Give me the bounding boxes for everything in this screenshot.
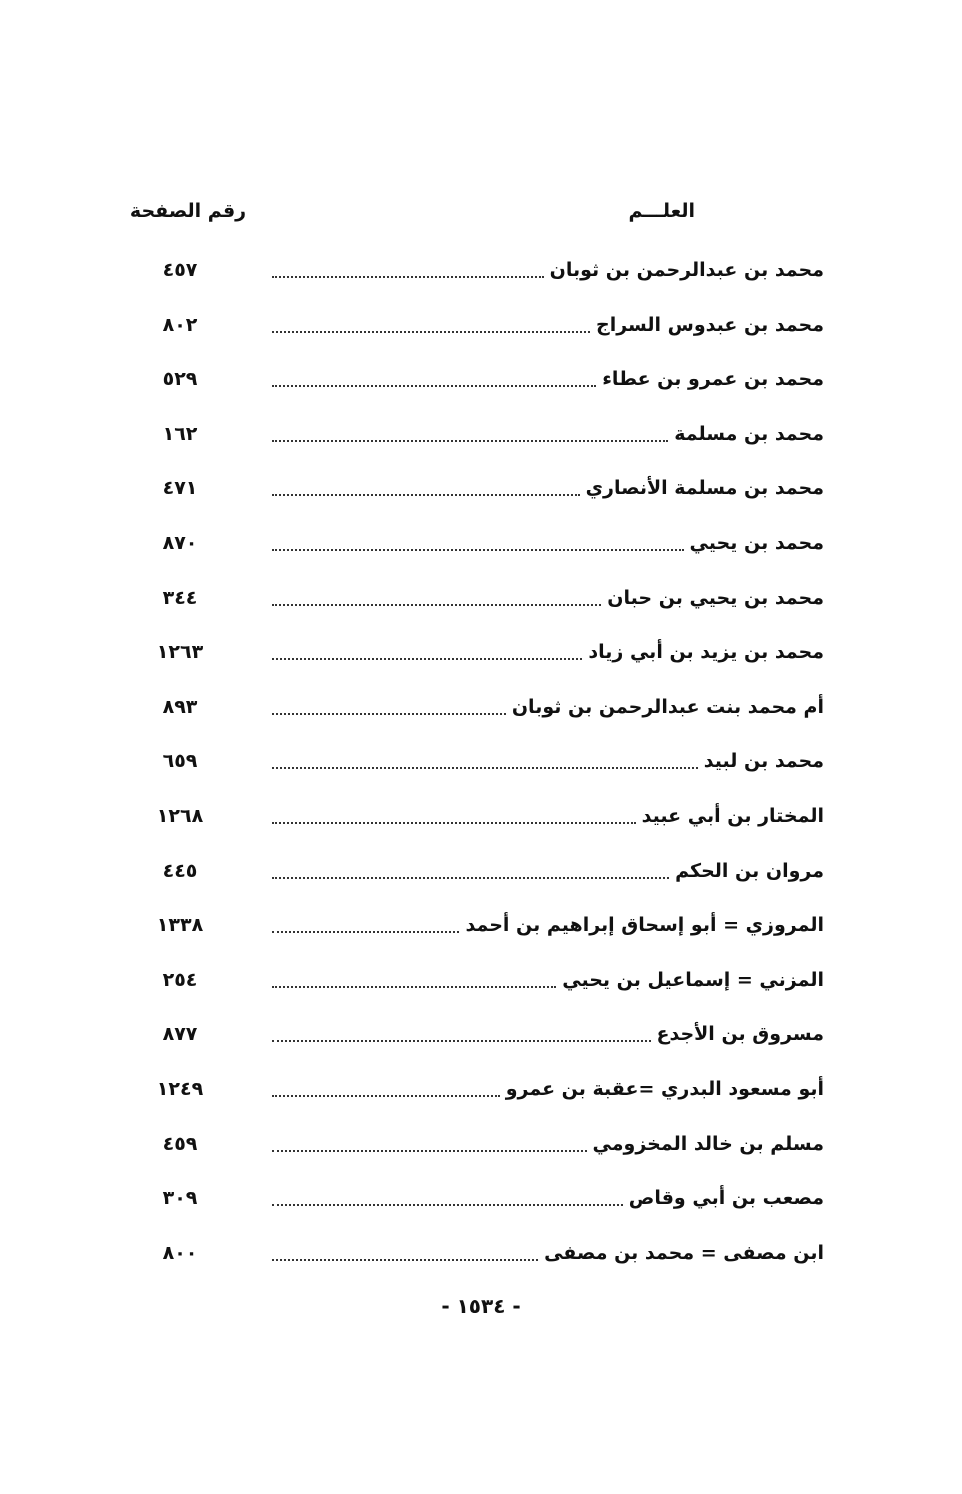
entry-name: محمد بن لبيد [703,750,824,773]
page-column-heading: رقم الصفحة [129,200,247,222]
entry-name: المختار بن أبي عبيد [641,804,824,827]
list-item [0,411,962,466]
entry-name: محمد بن مسلمة الأنصاري [585,477,824,500]
entry-name: مروان بن الحكم [675,859,824,882]
dot-leader [272,604,601,606]
entry-page-number: ١٢٤٩ [156,1077,204,1100]
dot-leader [272,549,684,551]
entry-page-number: ٥٢٩ [162,368,198,391]
list-item [0,575,962,630]
entry-name: المروزي = أبو إسحاق إبراهيم بن أحمد [465,914,824,937]
list-item [0,902,962,957]
entry-page-number: ٨٧٧ [162,1023,198,1046]
entry-name: محمد بن يحيي [689,531,824,554]
entry-page-number: ١٢٦٣ [156,641,204,664]
entry-name: محمد بن يحيي بن حبان [607,586,824,609]
entry-name: محمد بن عبدوس السراج [596,313,824,336]
entry-name: ابن مصفى = محمد بن مصفى [544,1241,824,1264]
dot-leader [272,331,590,333]
entry-name: مصعب بن أبي وقاص [628,1187,824,1210]
entry-name: محمد بن يزيد بن أبي زياد [588,641,824,664]
list-item [0,1066,962,1121]
list-item [0,465,962,520]
dot-leader [272,713,506,715]
list-item [0,957,962,1012]
dot-leader [272,1095,500,1097]
list-item [0,302,962,357]
dot-leader [272,385,596,387]
page-number-footer: - ١٥٣٤ - [441,1294,521,1318]
list-item [0,1011,962,1066]
dot-leader [272,658,582,660]
dot-leader [272,494,580,496]
entry-name: مسلم بن خالد المخزومي [592,1132,824,1155]
dot-leader [272,931,459,933]
dot-leader [272,1040,651,1042]
index-list [0,247,962,1284]
entry-page-number: ٤٥٩ [162,1132,198,1155]
entry-name: محمد بن عمرو بن عطاء [602,368,824,391]
list-item [0,629,962,684]
entry-name: أم محمد بنت عبدالرحمن بن ثوبان [511,695,824,718]
index-header [0,200,962,236]
entry-page-number: ٤٧١ [162,477,198,500]
entry-page-number: ٤٤٥ [162,859,198,882]
list-item [0,1121,962,1176]
entry-page-number: ٨٠٢ [162,313,198,336]
entry-page-number: ٤٥٧ [162,259,198,281]
dot-leader [272,276,544,278]
list-item [0,793,962,848]
dot-leader [272,822,636,824]
entry-name: محمد بن عبدالرحمن بن ثوبان [549,259,824,281]
list-item [0,684,962,739]
entry-page-number: ٦٥٩ [162,750,198,773]
list-item [0,738,962,793]
dot-leader [272,767,698,769]
dot-leader [272,1150,587,1152]
list-item [0,1175,962,1230]
entry-name: أبو مسعود البدري =عقبة بن عمرو [505,1077,824,1100]
dot-leader [272,986,556,988]
dot-leader [272,1204,623,1206]
name-column-heading: العلـــم [628,200,695,222]
dot-leader [272,1259,538,1261]
entry-name: المزني = إسماعيل بن يحيي [562,968,824,991]
entry-page-number: ٨٠٠ [162,1241,198,1264]
dot-leader [272,440,668,442]
entry-page-number: ٨٩٣ [162,695,198,718]
entry-page-number: ٣٤٤ [162,586,198,609]
list-item [0,247,962,302]
list-item [0,848,962,903]
entry-name: محمد بن مسلمة [674,422,824,445]
entry-page-number: ١٢٦٨ [156,804,204,827]
entry-page-number: ٨٧٠ [162,531,198,554]
entry-page-number: ٣٠٩ [162,1187,198,1210]
dot-leader [272,877,669,879]
entry-name: مسروق بن الأجدع [656,1023,824,1046]
list-item [0,520,962,575]
list-item [0,356,962,411]
entry-page-number: ٢٥٤ [162,968,198,991]
entry-page-number: ١٦٢ [162,422,198,445]
entry-page-number: ١٣٣٨ [156,914,204,937]
list-item [0,1230,962,1285]
